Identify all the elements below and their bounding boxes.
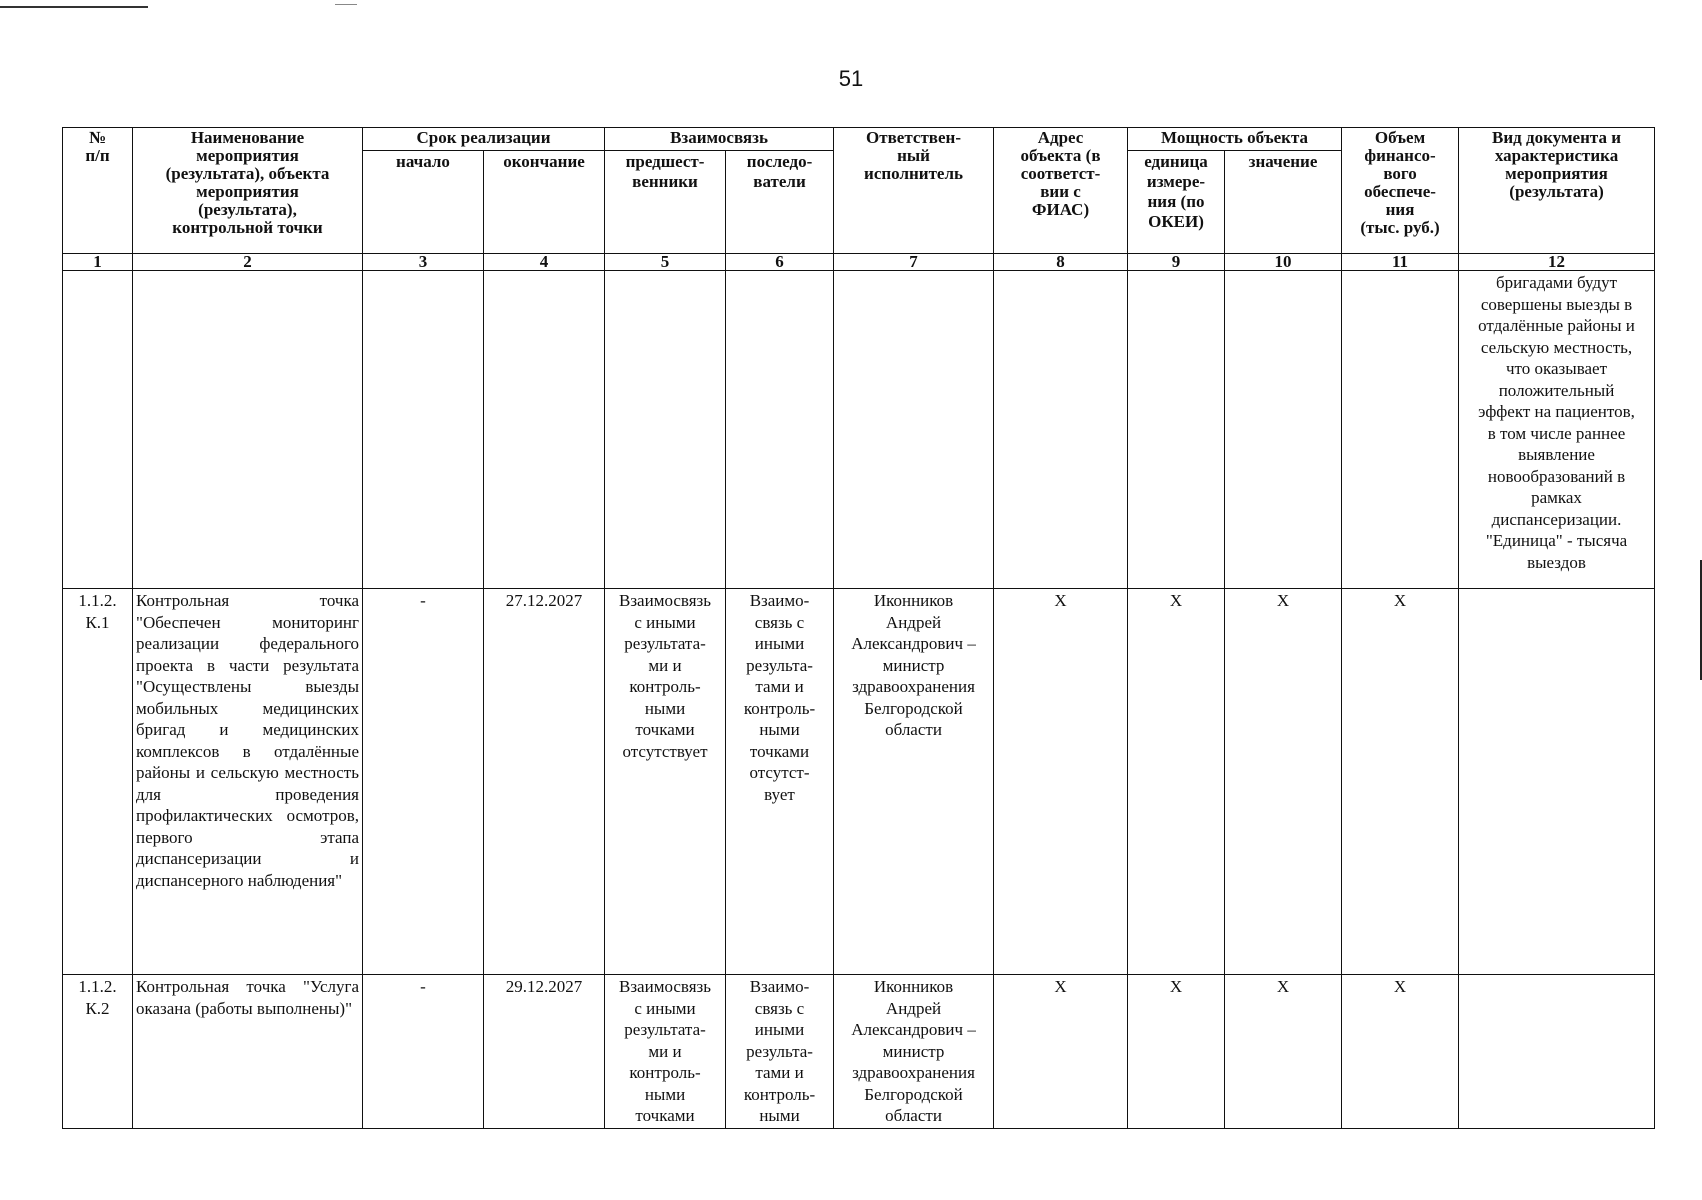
row-successors: Взаимо- связь с иными результа- тами и контроль- ными точками отсутст- вует xyxy=(726,589,834,975)
row-financing: X xyxy=(1342,975,1459,1129)
row-predecessors xyxy=(605,271,726,589)
row-start xyxy=(363,271,484,589)
row-predecessors: Взаимосвязь с иными результата- ми и контроль- ными точками xyxy=(605,975,726,1129)
row-predecessors: Взаимосвязь с иными результата- ми и контроль- ными точками отсутствует xyxy=(605,589,726,975)
header-unit: единица измере- ния (по ОКЕИ) xyxy=(1128,151,1225,254)
header-address: Адрес объекта (в соответст- вии с ФИАС) xyxy=(994,128,1128,254)
row-num: 1.1.2. К.1 xyxy=(63,589,133,975)
row-address: X xyxy=(994,589,1128,975)
row-document xyxy=(1459,589,1655,975)
column-number-row xyxy=(63,254,1655,271)
column-number: 12 xyxy=(1459,254,1655,271)
column-number: 10 xyxy=(1225,254,1342,271)
table-row xyxy=(63,589,1655,975)
scan-artifact-line xyxy=(0,6,148,8)
row-document: бригадами будут совершены выезды в отдалённые районы и сельскую местность, что оказывает положительный эффект на пациентов, в том числе раннее выявление новообразований в рамках диспансеризации. "Единица" - тысяча выездов xyxy=(1459,271,1655,589)
row-address xyxy=(994,271,1128,589)
row-num: 1.1.2. К.2 xyxy=(63,975,133,1129)
column-number: 2 xyxy=(133,254,363,271)
row-end: 29.12.2027 xyxy=(484,975,605,1129)
plan-table xyxy=(62,127,1655,1129)
table-body xyxy=(63,271,1655,1129)
column-number: 4 xyxy=(484,254,605,271)
row-address: X xyxy=(994,975,1128,1129)
header-link: Взаимосвязь xyxy=(605,128,834,151)
row-document xyxy=(1459,975,1655,1129)
header-document: Вид документа и характеристика мероприятия (результата) xyxy=(1459,128,1655,254)
column-number: 9 xyxy=(1128,254,1225,271)
row-num xyxy=(63,271,133,589)
header-successors: последо- ватели xyxy=(726,151,834,254)
row-unit: X xyxy=(1128,589,1225,975)
row-unit: X xyxy=(1128,975,1225,1129)
row-end: 27.12.2027 xyxy=(484,589,605,975)
scan-artifact-line xyxy=(335,4,357,5)
row-successors xyxy=(726,271,834,589)
row-value: X xyxy=(1225,975,1342,1129)
header-start: начало xyxy=(363,151,484,254)
row-responsible xyxy=(834,271,994,589)
header-financing: Объем финансо- вого обеспече- ния (тыс. руб.) xyxy=(1342,128,1459,254)
row-successors: Взаимо- связь с иными результа- тами и контроль- ными xyxy=(726,975,834,1129)
page-number: 51 xyxy=(838,66,864,91)
header-term: Срок реализации xyxy=(363,128,605,151)
header-power: Мощность объекта xyxy=(1128,128,1342,151)
column-number: 3 xyxy=(363,254,484,271)
row-responsible: Иконников Андрей Александрович – министр здравоохранения Белгородской области xyxy=(834,975,994,1129)
column-number: 1 xyxy=(63,254,133,271)
row-value: X xyxy=(1225,589,1342,975)
row-name xyxy=(133,271,363,589)
row-start: - xyxy=(363,975,484,1129)
table-row xyxy=(63,975,1655,1129)
column-number: 7 xyxy=(834,254,994,271)
header-predecessors: предшест- венники xyxy=(605,151,726,254)
column-number: 5 xyxy=(605,254,726,271)
header-value: значение xyxy=(1225,151,1342,254)
column-number: 8 xyxy=(994,254,1128,271)
table-row xyxy=(63,271,1655,589)
header-name: Наименование мероприятия (результата), объекта мероприятия (результата), контрольной точки xyxy=(133,128,363,254)
header-end: окончание xyxy=(484,151,605,254)
row-financing: X xyxy=(1342,589,1459,975)
row-name: Контрольная точка "Услуга оказана (работы выполнены)" xyxy=(133,975,363,1129)
row-unit xyxy=(1128,271,1225,589)
table-header xyxy=(63,128,1655,271)
column-number: 11 xyxy=(1342,254,1459,271)
row-name: Контрольная точка "Обеспечен мониторинг реализации федерального проекта в части результата "Осуществлены выезды мобильных медицинских бригад и медицинских комплексов в отдалённые районы и сельскую местность для проведения профилактических осмотров, первого этапа диспансеризации и диспансерного наблюдения" xyxy=(133,589,363,975)
row-responsible: Иконников Андрей Александрович – министр здравоохранения Белгородской области xyxy=(834,589,994,975)
row-financing xyxy=(1342,271,1459,589)
column-number: 6 xyxy=(726,254,834,271)
row-value xyxy=(1225,271,1342,589)
row-end xyxy=(484,271,605,589)
row-start: - xyxy=(363,589,484,975)
header-responsible: Ответствен- ный исполнитель xyxy=(834,128,994,254)
header-num: № п/п xyxy=(63,128,133,254)
